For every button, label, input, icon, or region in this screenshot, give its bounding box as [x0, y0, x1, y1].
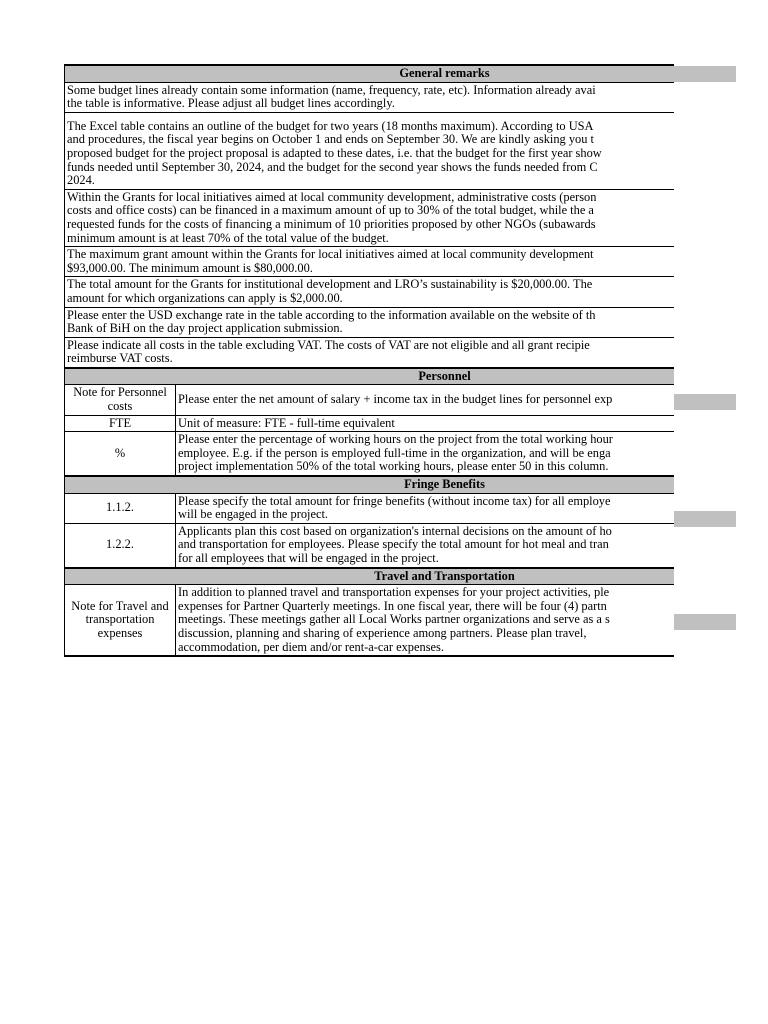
header-overflow-strip [674, 66, 736, 82]
general-remark-row: Please enter the USD exchange rate in the table according to the information available on the website of th Bank of BiH on the day project application submission. [65, 307, 675, 337]
header-overflow-strip [674, 511, 736, 527]
general-remark-row: The maximum grant amount within the Grants for local initiatives aimed at local community development $93,000.00. The minimum amount is $80,000.00. [65, 247, 675, 277]
row-text: Applicants plan this cost based on organization's internal decisions on the amount of ho and transportation for employees. Please specify the total amount for hot meal and tran for all employees that will be engaged in the project. [176, 523, 675, 567]
header-overflow-strip [674, 614, 736, 630]
general-remark-row: Please indicate all costs in the table excluding VAT. The costs of VAT are not eligible and all grant recipie reimburse VAT costs. [65, 337, 675, 368]
section-header-general: General remarks [65, 65, 675, 82]
row-text: Please enter the percentage of working hours on the project from the total working hour employee. E.g. if the person is employed full-time in the organization, and will be enga project implementation 50% of the total working hours, please enter 50 in this column. [176, 432, 675, 476]
remarks-table [64, 64, 674, 657]
general-remark-row: Within the Grants for local initiatives aimed at local community development, administrative costs (person costs and office costs) can be financed in a maximum amount of up to 30% of the total budget, while the a requested funds for the costs of financing a minimum of 10 priorities proposed by other NGOs (subawards minimum amount is at least 70% of the total value of the budget. [65, 189, 675, 246]
row-text: In addition to planned travel and transportation expenses for your project activities, ple expenses for Partner Quarterly meetings. In one fiscal year, there will be four (4) partn meetings. These meetings gather all Local Works partner organizations and serve as a s discussion, planning and sharing of experience among partners. Please plan travel, accommodation, per diem and/or rent-a-car expenses. [176, 585, 675, 656]
row-text: Unit of measure: FTE - full-time equivalent [176, 415, 675, 432]
table-viewport [64, 64, 674, 657]
general-remark-row: The Excel table contains an outline of the budget for two years (18 months maximum). According to USA and procedures, the fiscal year begins on October 1 and ends on September 30. We are kindly asking you t proposed budget for the project proposal is adapted to these dates, i.e. that the budget for the first year show funds needed until September 30, 2024, and the budget for the second year shows the funds needed from C 2024. [65, 112, 675, 189]
header-overflow-strip [674, 394, 736, 410]
section-header-fringe: Fringe Benefits [65, 476, 675, 493]
row-text: Please specify the total amount for fringe benefits (without income tax) for all employe will be engaged in the project. [176, 493, 675, 523]
general-remark-row: The total amount for the Grants for institutional development and LRO’s sustainability is $20,000.00. The amount for which organizations can apply is $2,000.00. [65, 277, 675, 307]
row-label: 1.1.2. [65, 493, 176, 523]
row-label: Note for Travel and transportation expenses [65, 585, 176, 656]
row-label: Note for Personnel costs [65, 385, 176, 415]
row-label: 1.2.2. [65, 523, 176, 567]
general-remark-row: Some budget lines already contain some information (name, frequency, rate, etc). Information already avai the table is informative. Please adjust all budget lines accordingly. [65, 82, 675, 112]
section-header-personnel: Personnel [65, 368, 675, 385]
section-header-travel: Travel and Transportation [65, 568, 675, 585]
row-label: FTE [65, 415, 176, 432]
row-label: % [65, 432, 176, 476]
row-text: Please enter the net amount of salary + income tax in the budget lines for personnel exp [176, 385, 675, 415]
